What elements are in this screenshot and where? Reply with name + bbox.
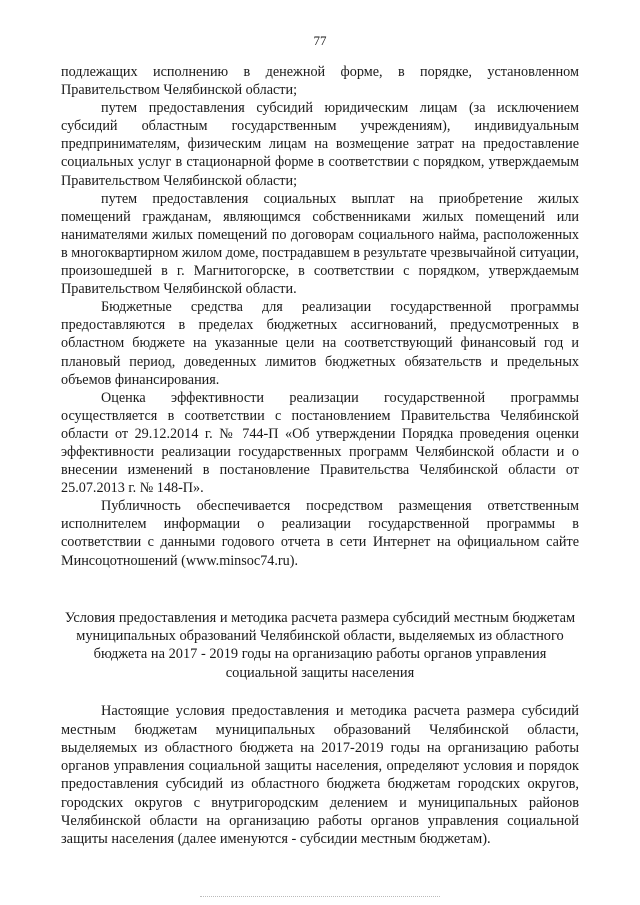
page-number: 77 <box>313 33 327 48</box>
footer-divider <box>200 896 440 897</box>
paragraph-efficiency-evaluation: Оценка эффективности реализации государственной программы осуществляется в соответствии с постановлением Правительства Челябинской области от 29.12.2014 г. № 744-П «Об утверждении Порядка проведения оценки эффективности реализации государственных программ Челябинской области и о внесении изменений в постановление Правительства Челябинской области от 25.07.2013 г. № 148-П». <box>61 389 579 497</box>
paragraph-budget-funds: Бюджетные средства для реализации государственной программы предоставляются в пределах бюджетных ассигнований, предусмотренных в областном бюджете на указанные цели на соответствующий финансовый год и плановый период, доведенных лимитов бюджетных обязательств и предельных объемов финансирования. <box>61 299 579 388</box>
paragraph-subsidies-legal-entities: путем предоставления субсидий юридическим лицам (за исключением субсидий областным государственным учреждениям), индивидуальным предпринимателям, физическим лицам на возмещение затрат на предоставление социальных услуг в стационарной форме в соответствии с порядком, утверждаемым Правительством Челябинской области; <box>61 100 579 189</box>
intro-paragraph: Настоящие условия предоставления и методика расчета размера субсидий местным бюджетам муниципальных образований Челябинской области, выделяемых из областного бюджета на 2017-2019 годы на организацию работы органов управления социальной защиты населения, определяют условия и порядок предоставления субсидий из областного бюджета бюджетам городских округов, городских округов с внутригородским делением и муниципальных районов Челябинской области на организацию работы органов управления социальной защиты населения (далее именуются - субсидии местным бюджетам). <box>61 703 579 848</box>
paragraph-social-payments-housing: путем предоставления социальных выплат на приобретение жилых помещений гражданам, являющимся собственниками жилых помещений или нанимателями жилых помещений по договорам социального найма, расположенных в многоквартирном жилом доме, пострадавшем в результате чрезвычайной ситуации, произошедшей в г. Магнитогорске, в соответствии с порядком, утверждаемым Правительством Челябинской области. <box>61 190 579 298</box>
paragraph-continuation: подлежащих исполнению в денежной форме, в порядке, установленном Правительством Челябинской области; <box>61 64 579 99</box>
section-title: Условия предоставления и методика расчета размера субсидий местным бюджетам муниципальных образований Челябинской области, выделяемых из областного бюджета на 2017 - 2019 годы на организацию работы органов управления социальной защиты населения <box>64 609 576 681</box>
paragraph-publicity: Публичность обеспечивается посредством размещения ответственным исполнителем информации о реализации государственной программы в соответствии с данными годового отчета в сети Интернет на официальном сайте Минсоцотношений (www.minsoc74.ru). <box>61 498 579 569</box>
document-body <box>61 63 579 849</box>
